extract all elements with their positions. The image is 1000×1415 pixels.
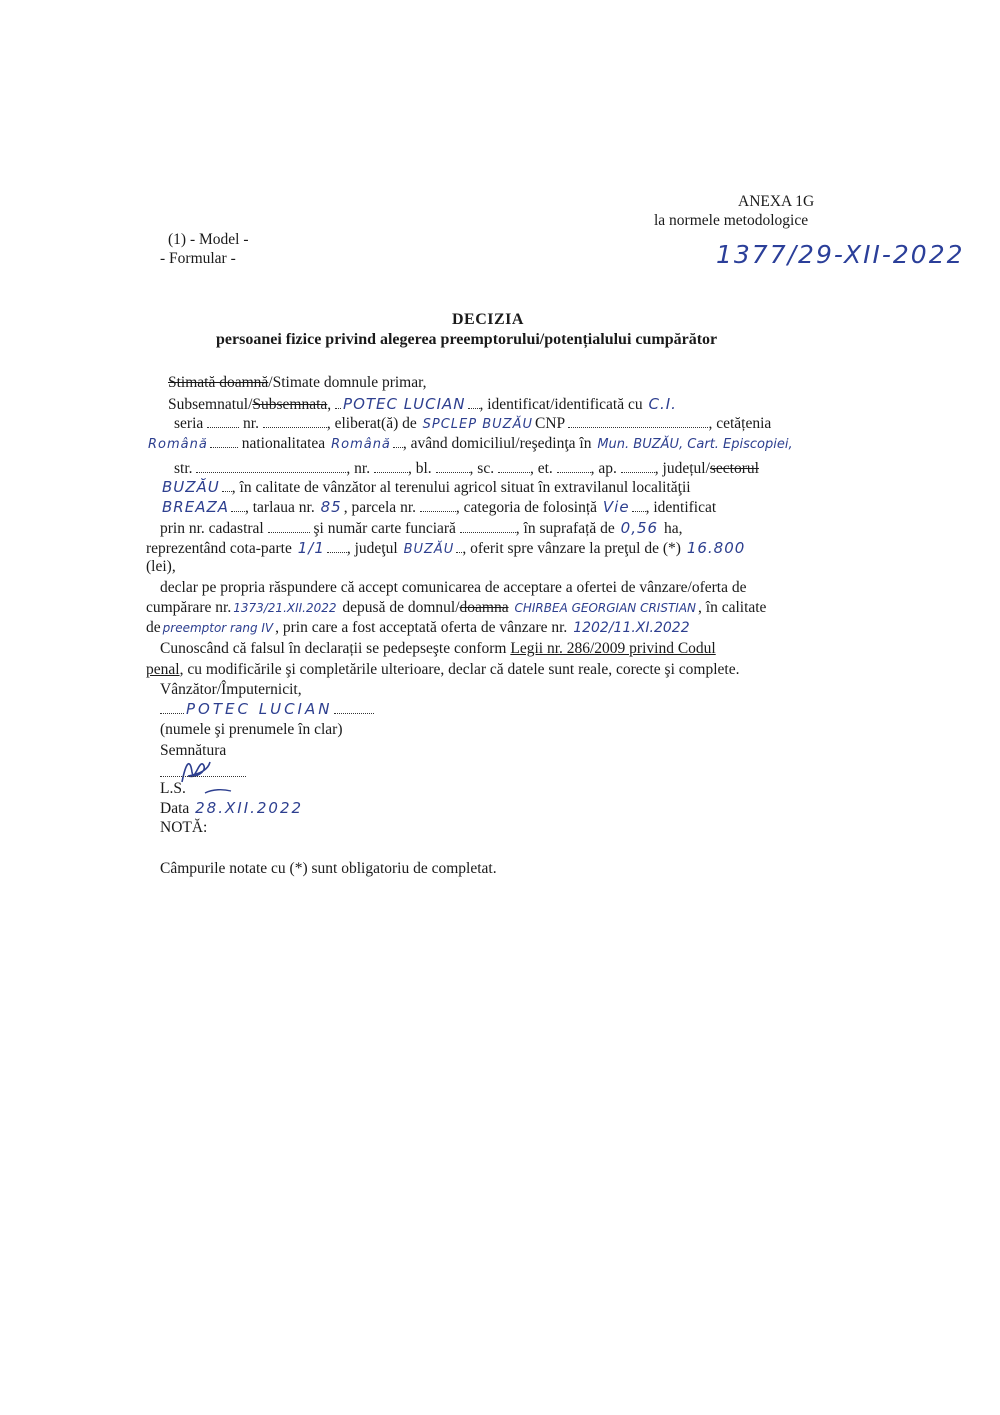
body-line-14 [146,661,739,679]
buyer-quality-handwritten: preemptor rang IV [162,621,274,635]
text: , identificat/identificată cu [479,396,643,413]
offer-number-handwritten: 1373/21.XII.2022 [233,601,337,615]
body-line-7 [160,518,682,538]
text: , având domiciliul/reşedinţa în [402,435,592,452]
body-line-9: (lei), [146,558,176,575]
text: , tarlaua nr. [245,499,315,516]
name-handwritten: POTEC LUCIAN [343,395,466,413]
text: nationalitatea [241,435,326,452]
text: , cetățenia [708,415,772,432]
law-reference: Legii nr. 286/2009 privind Codul [510,640,716,657]
county2-handwritten: BUZĂU [403,542,455,557]
text: cumpărare nr. [146,599,232,616]
dotted-field [568,413,708,428]
text: , cu modificările şi completările ulterioare, declar că datele sunt reale, corecte şi complete. [179,661,740,678]
nota-label: NOTĂ: [160,819,208,836]
signer-line [160,699,374,719]
price-handwritten: 16.800 [686,539,746,557]
issuer-handwritten: SPCLEP BUZĂU [422,417,533,432]
dotted-field [334,699,374,714]
dotted-field [498,458,530,473]
text: de [146,619,161,636]
seller-role: Vânzător/Împuternicit, [160,681,302,698]
salutation-struck: Stimată doamnă [168,374,269,391]
dotted-field [436,458,470,473]
text: nr. [243,415,259,432]
model-label: (1) - Model - [168,231,249,248]
text: prin nr. cadastral [160,520,264,537]
footer-note: Câmpurile notate cu (*) sunt obligatoriu de completat. [160,860,497,877]
dotted-field [374,458,408,473]
text: , ap. [590,460,617,477]
text: str. [174,460,193,477]
dotted-field [621,458,655,473]
dotted-field [210,433,238,448]
text: , judeţul [346,540,398,557]
dotted-field [160,699,184,714]
registration-number-handwritten: 1377/29-XII-2022 [716,240,965,269]
ls-mark-icon [203,782,233,800]
text: , în calitate de vânzător al terenului agricol situat în extravilanul localităţii [231,479,691,496]
struck-text: Subsemnata [252,396,328,413]
dotted-field [468,394,480,409]
text: , în calitate [698,599,767,616]
text: , prin care a fost acceptată oferta de vânzare nr. [275,619,568,636]
salutation [168,374,427,392]
signer-name-handwritten: POTEC LUCIAN [186,700,333,718]
date-label: Data [160,800,190,817]
text: , eliberat(ă) de [326,415,417,432]
body-line-13 [160,640,716,658]
text: , nr. [346,460,371,477]
text: , sc. [469,460,495,477]
land-use-handwritten: Vie [602,498,630,516]
text: , în suprafață de [515,520,615,537]
text: , et. [529,460,553,477]
struck-text: sectorul [709,460,759,477]
dotted-field [393,433,403,448]
body-line-10: declar pe propria răspundere că accept comunicarea de acceptare a ofertei de vânzare/oferta de [160,579,747,596]
salutation-text: /Stimate domnule primar, [268,374,427,391]
text: , bl. [407,460,432,477]
text: şi număr carte funciară [313,520,456,537]
dotted-field [263,413,327,428]
text: , parcela nr. [343,499,416,516]
ls-label: L.S. [160,780,186,797]
text: seria [174,415,204,432]
text: , [327,396,332,413]
dotted-field [557,458,591,473]
text: , județul/ [654,460,710,477]
body-line-4 [174,458,759,478]
text: , categoria de folosință [455,499,598,516]
area-handwritten: 0,56 [620,519,659,537]
struck-text: doamna [459,599,509,616]
county-handwritten: BUZĂU [162,478,220,496]
text: reprezentând cota-parte [146,540,292,557]
signature-label: Semnătura [160,742,227,759]
law-reference-cont: penal [146,661,180,678]
share-handwritten: 1/1 [297,539,325,557]
signature-line [160,762,246,782]
text: ha, [663,520,683,537]
body-line-3 [146,433,795,454]
body-line-8 [146,538,747,559]
date-line [160,799,305,818]
sale-offer-handwritten: 1202/11.XI.2022 [573,620,690,636]
annex-subtitle: la normele metodologice [654,212,809,229]
body-line-5 [160,477,691,497]
text: , oferit spre vânzare la preţul de (*) [462,540,681,557]
date-handwritten: 28.XII.2022 [195,799,304,817]
body-line-6 [160,497,716,517]
id-type-handwritten: C.I. [648,395,677,413]
body-line-2 [174,413,771,434]
locality-handwritten: BREAZA [162,498,229,516]
dotted-field [196,458,346,473]
body-line-11 [146,599,766,617]
dotted-field [268,518,310,533]
name-note: (numele şi prenumele în clar) [160,721,343,738]
dotted-field [231,497,245,512]
body-line-12 [146,619,692,637]
dotted-field [222,477,232,492]
document-title: DECIZIA [452,311,524,328]
residence-handwritten: Mun. BUZĂU, Cart. Episcopiei, [597,437,793,452]
annex-title: ANEXA 1G [738,193,815,210]
dotted-field [460,518,516,533]
tarla-handwritten: 85 [320,498,342,516]
form-label: - Formular - [160,250,236,267]
text: , identificat [645,499,717,516]
dotted-field [420,497,456,512]
buyer-name-handwritten: CHIRBEA GEORGIAN CRISTIAN [514,601,697,615]
dotted-field [160,762,246,777]
nationality-handwritten: Română [331,437,391,452]
dotted-field [632,497,646,512]
text: CNP [535,415,565,432]
text: Subsemnatul/ [168,396,253,413]
dotted-field [207,413,239,428]
text: Cunoscând că falsul în declarații se pedepseşte conform [160,640,507,657]
document-subtitle: persoanei fizice privind alegerea preemptorului/potențialului cumpărător [216,331,718,348]
text: depusă de domnul/ [342,599,460,616]
dotted-field [327,538,347,553]
body-line-1 [168,394,679,414]
citizenship-handwritten: Română [148,437,208,452]
